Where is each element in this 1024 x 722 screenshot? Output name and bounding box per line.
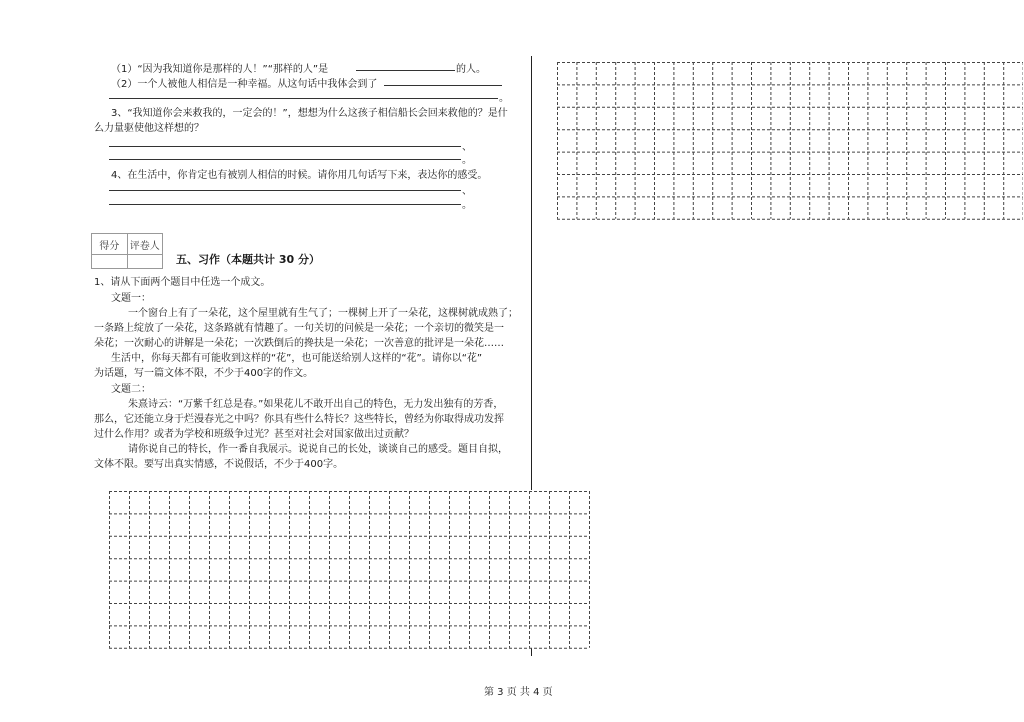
column-divider-tick — [531, 648, 532, 656]
grader-label: 评卷人 — [127, 234, 163, 254]
score-label: 得分 — [99, 240, 120, 252]
answer-line-q4a[interactable] — [109, 190, 461, 191]
question-1-text: （1）“因为我知道你是那样的人！”“那样的人”是 — [111, 64, 329, 75]
question-4-text: 4、在生活中，你肯定也有被别人相信的时候。请你用几句话写下来，表达你的感受。 — [111, 170, 488, 181]
grader-entry[interactable] — [127, 254, 163, 268]
topic-2-line: 文体不限。要写出真实情感，不说假话，不少于400字。 — [94, 459, 344, 470]
score-box — [91, 233, 163, 255]
answer-line-q3a[interactable] — [109, 146, 461, 147]
comma-mark: 、 — [462, 186, 472, 197]
topic-1-line: 为话题，写一篇文体不限，不少于400字的作文。 — [94, 368, 314, 379]
topic-2-line: 过什么作用？或者为学校和班级争过光？甚至对社会对国家做出过贡献？ — [94, 429, 414, 440]
writing-grid-right[interactable] — [557, 62, 1023, 220]
score-entry[interactable] — [92, 254, 127, 268]
topic-2-line: 那么，它还能立身于烂漫春光之中吗？你具有些什么特长？这些特长，曾经为你取得成功发挥 — [94, 414, 504, 425]
topic-2-line: 请你说自己的特长，作一番自我展示。说说自己的长处，谈谈自己的感受。题目自拟， — [128, 444, 508, 455]
section-5-title: 五、习作（本题共计 30 分） — [176, 253, 320, 266]
topic-1-line: 生活中，你每天都有可能收到这样的“花”，也可能送给别人这样的“花”。请你以“花” — [111, 353, 483, 364]
composition-task: 1、请从下面两个题目中任选一个成文。 — [94, 277, 271, 288]
period-mark: 。 — [499, 93, 509, 104]
answer-line-q1[interactable] — [356, 70, 455, 71]
answer-line-q3b[interactable] — [109, 159, 461, 160]
period-mark: 。 — [462, 200, 472, 211]
topic-1-line: 朵花；一次耐心的讲解是一朵花；一次跌倒后的搀扶是一朵花；一次善意的批评是一朵花…… — [94, 338, 504, 349]
answer-line-q4b[interactable] — [109, 204, 461, 205]
topic-1-line: 一个窗台上有了一朵花，这个屋里就有生气了；一棵树上开了一朵花，这棵树就成熟了； — [128, 308, 518, 319]
question-3-line-1: 3、“我知道你会来救我的，一定会的！”，想想为什么这孩子相信船长会回来救他的？是什 — [111, 108, 508, 119]
question-3-line-2: 么力量驱使他这样想的？ — [94, 123, 204, 134]
column-divider — [531, 56, 532, 490]
writing-grid-bottom[interactable] — [109, 491, 590, 649]
comma-mark: 、 — [462, 142, 472, 153]
topic-1-line: 一条路上绽放了一朵花，这条路就有情趣了。一句关切的问候是一朵花；一个亲切的微笑是一 — [94, 323, 504, 334]
period-mark: 。 — [462, 155, 472, 166]
topic-2-label: 文题二： — [111, 384, 151, 395]
page-number: 第 3 页 共 4 页 — [484, 687, 553, 698]
topic-2-line: 朱熹诗云：“万紫千红总是春。”如果花儿不敢开出自己的特色，无力发出独有的芳香， — [128, 399, 504, 410]
answer-line-q2a[interactable] — [384, 85, 502, 86]
question-1-end: 的人。 — [456, 64, 486, 75]
score-entry-box — [91, 254, 163, 269]
answer-line-q2b[interactable] — [109, 98, 498, 99]
topic-1-label: 文题一： — [111, 293, 151, 304]
question-2-text: （2）一个人被他人相信是一种幸福。从这句话中我体会到了 — [111, 79, 378, 90]
